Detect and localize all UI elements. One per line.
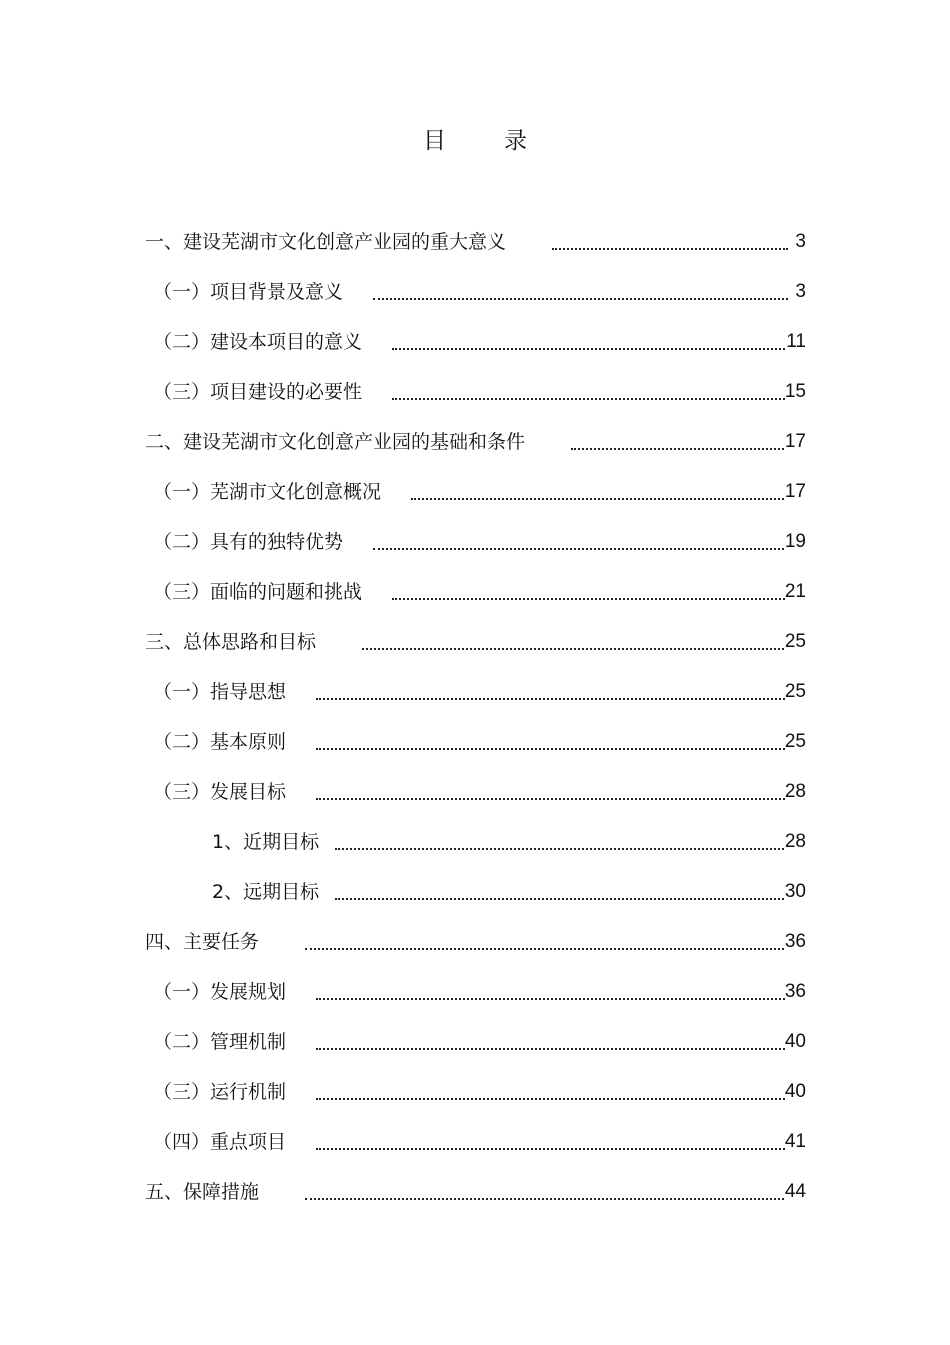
toc-dot-leader bbox=[316, 1084, 788, 1100]
toc-dot-leader bbox=[305, 1184, 788, 1200]
toc-entry-title: （二）管理机制 bbox=[153, 1026, 288, 1058]
toc-dot-leader bbox=[362, 634, 788, 650]
toc-entry-page-number: 36 bbox=[785, 926, 806, 958]
toc-entry-page-number: 44 bbox=[785, 1176, 806, 1208]
toc-entry-title: 二、建设芜湖市文化创意产业园的基础和条件 bbox=[145, 426, 527, 458]
toc-dot-leader bbox=[392, 384, 788, 400]
toc-dot-leader bbox=[316, 734, 788, 750]
toc-heading-char-2: 录 bbox=[504, 128, 527, 154]
toc-dot-leader bbox=[373, 534, 788, 550]
toc-entry-title: （二）具有的独特优势 bbox=[153, 526, 345, 558]
toc-entry-page-number: 30 bbox=[785, 876, 806, 908]
toc-dot-leader bbox=[305, 934, 788, 950]
toc-entry[interactable] bbox=[145, 1026, 810, 1076]
toc-entry-title: （一）芜湖市文化创意概况 bbox=[153, 476, 383, 508]
toc-entry-page-number: 36 bbox=[785, 976, 806, 1008]
toc-entry-title: （三）发展目标 bbox=[153, 776, 288, 808]
toc-dot-leader bbox=[335, 884, 788, 900]
toc-entry-title: 三、总体思路和目标 bbox=[145, 626, 318, 658]
toc-entry-page-number: 40 bbox=[785, 1026, 806, 1058]
toc-entry[interactable] bbox=[145, 676, 810, 726]
toc-entry[interactable] bbox=[145, 226, 810, 276]
toc-entry[interactable] bbox=[145, 426, 810, 476]
toc-entry-title: （二）基本原则 bbox=[153, 726, 288, 758]
toc-dot-leader bbox=[552, 234, 788, 250]
toc-entry[interactable] bbox=[145, 326, 810, 376]
toc-dot-leader bbox=[316, 1134, 788, 1150]
toc-entry-page-number: 25 bbox=[785, 676, 806, 708]
toc-dot-leader bbox=[392, 584, 788, 600]
toc-dot-leader bbox=[335, 834, 788, 850]
toc-entry-title: （三）运行机制 bbox=[153, 1076, 288, 1108]
toc-entry[interactable] bbox=[145, 776, 810, 826]
toc-entry-title: 一、建设芜湖市文化创意产业园的重大意义 bbox=[145, 226, 508, 258]
toc-entry-title: （三）面临的问题和挑战 bbox=[153, 576, 364, 608]
toc-entry-title: 五、保障措施 bbox=[145, 1176, 261, 1208]
toc-entry[interactable] bbox=[145, 726, 810, 776]
toc-entry-page-number: 17 bbox=[785, 476, 806, 508]
toc-entry[interactable] bbox=[145, 926, 810, 976]
toc-entry-page-number: 19 bbox=[785, 526, 806, 558]
toc-dot-leader bbox=[571, 434, 788, 450]
toc-dot-leader bbox=[316, 984, 788, 1000]
toc-dot-leader bbox=[316, 784, 788, 800]
toc-entry-page-number: 3 bbox=[795, 226, 806, 258]
toc-entry-page-number: 25 bbox=[785, 726, 806, 758]
toc-entry[interactable] bbox=[145, 876, 810, 926]
toc-dot-leader bbox=[392, 334, 788, 350]
toc-heading bbox=[0, 124, 950, 158]
toc-entry[interactable] bbox=[145, 476, 810, 526]
toc-entry-page-number: 17 bbox=[785, 426, 806, 458]
toc-entry-page-number: 25 bbox=[785, 626, 806, 658]
toc-dot-leader bbox=[373, 284, 788, 300]
toc-dot-leader bbox=[411, 484, 788, 500]
toc-entry-page-number: 28 bbox=[785, 776, 806, 808]
toc-entry[interactable] bbox=[145, 576, 810, 626]
toc-entry-title: （二）建设本项目的意义 bbox=[153, 326, 364, 358]
toc-entry[interactable] bbox=[145, 1076, 810, 1126]
toc-entry-title: 四、主要任务 bbox=[145, 926, 261, 958]
toc-entry[interactable] bbox=[145, 826, 810, 876]
toc-entry-page-number: 40 bbox=[785, 1076, 806, 1108]
toc-entry-page-number: 28 bbox=[785, 826, 806, 858]
toc-dot-leader bbox=[316, 684, 788, 700]
table-of-contents bbox=[145, 226, 810, 1226]
toc-entry[interactable] bbox=[145, 276, 810, 326]
toc-dot-leader bbox=[316, 1034, 788, 1050]
toc-entry-title: （一）项目背景及意义 bbox=[153, 276, 345, 308]
toc-entry[interactable] bbox=[145, 1176, 810, 1226]
toc-entry-page-number: 11 bbox=[786, 326, 806, 358]
toc-entry-title: （一）指导思想 bbox=[153, 676, 288, 708]
toc-entry-title: （一）发展规划 bbox=[153, 976, 288, 1008]
toc-entry-page-number: 15 bbox=[785, 376, 806, 408]
toc-entry[interactable] bbox=[145, 376, 810, 426]
toc-entry-title: 2、远期目标 bbox=[212, 876, 321, 908]
toc-entry[interactable] bbox=[145, 626, 810, 676]
toc-entry-page-number: 41 bbox=[785, 1126, 806, 1158]
toc-entry[interactable] bbox=[145, 1126, 810, 1176]
toc-entry-title: 1、近期目标 bbox=[212, 826, 321, 858]
toc-entry-title: （三）项目建设的必要性 bbox=[153, 376, 364, 408]
toc-heading-char-1: 目 bbox=[423, 128, 446, 154]
toc-entry[interactable] bbox=[145, 976, 810, 1026]
toc-entry-page-number: 21 bbox=[785, 576, 806, 608]
toc-entry[interactable] bbox=[145, 526, 810, 576]
toc-entry-page-number: 3 bbox=[795, 276, 806, 308]
toc-entry-title: （四）重点项目 bbox=[153, 1126, 288, 1158]
